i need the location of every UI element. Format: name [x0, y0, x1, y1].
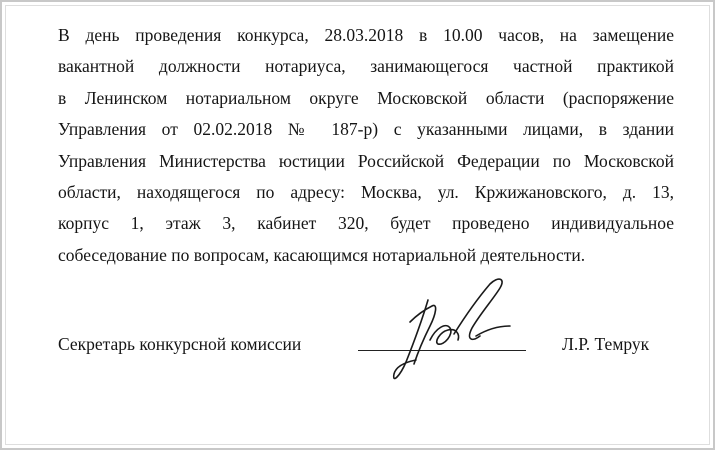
signatory-role: Секретарь конкурсной комиссии	[58, 334, 302, 354]
notice-line-6: области, находящегося по адресу: Москва, ул. Кржижановского, д. 13,	[58, 181, 674, 202]
notice-line-1: В день проведения конкурса, 28.03.2018 в 10.00 часов, на замещение	[58, 25, 674, 45]
notice-line-2: вакантной должности нотариуса, занимающегося частной практикой	[58, 56, 674, 77]
handwritten-signature	[380, 270, 530, 390]
notice-line-4: Управления от 02.02.2018 № 187-р) с указанными лицами, в здании	[58, 119, 674, 140]
notice-line-3: в Ленинском нотариальном округе Московской области (распоряжение	[58, 87, 674, 108]
notice-line-5: Управления Министерства юстиции Российской Федерации по Московской	[58, 150, 674, 171]
notice-line-8: собеседование по вопросам, касающимся нотариальной деятельности.	[58, 244, 586, 265]
notice-paragraph	[58, 20, 674, 271]
signatory-name: Л.Р. Темрук	[562, 334, 650, 354]
notice-line-7: корпус 1, этаж 3, кабинет 320, будет проведено индивидуальное	[58, 213, 674, 234]
